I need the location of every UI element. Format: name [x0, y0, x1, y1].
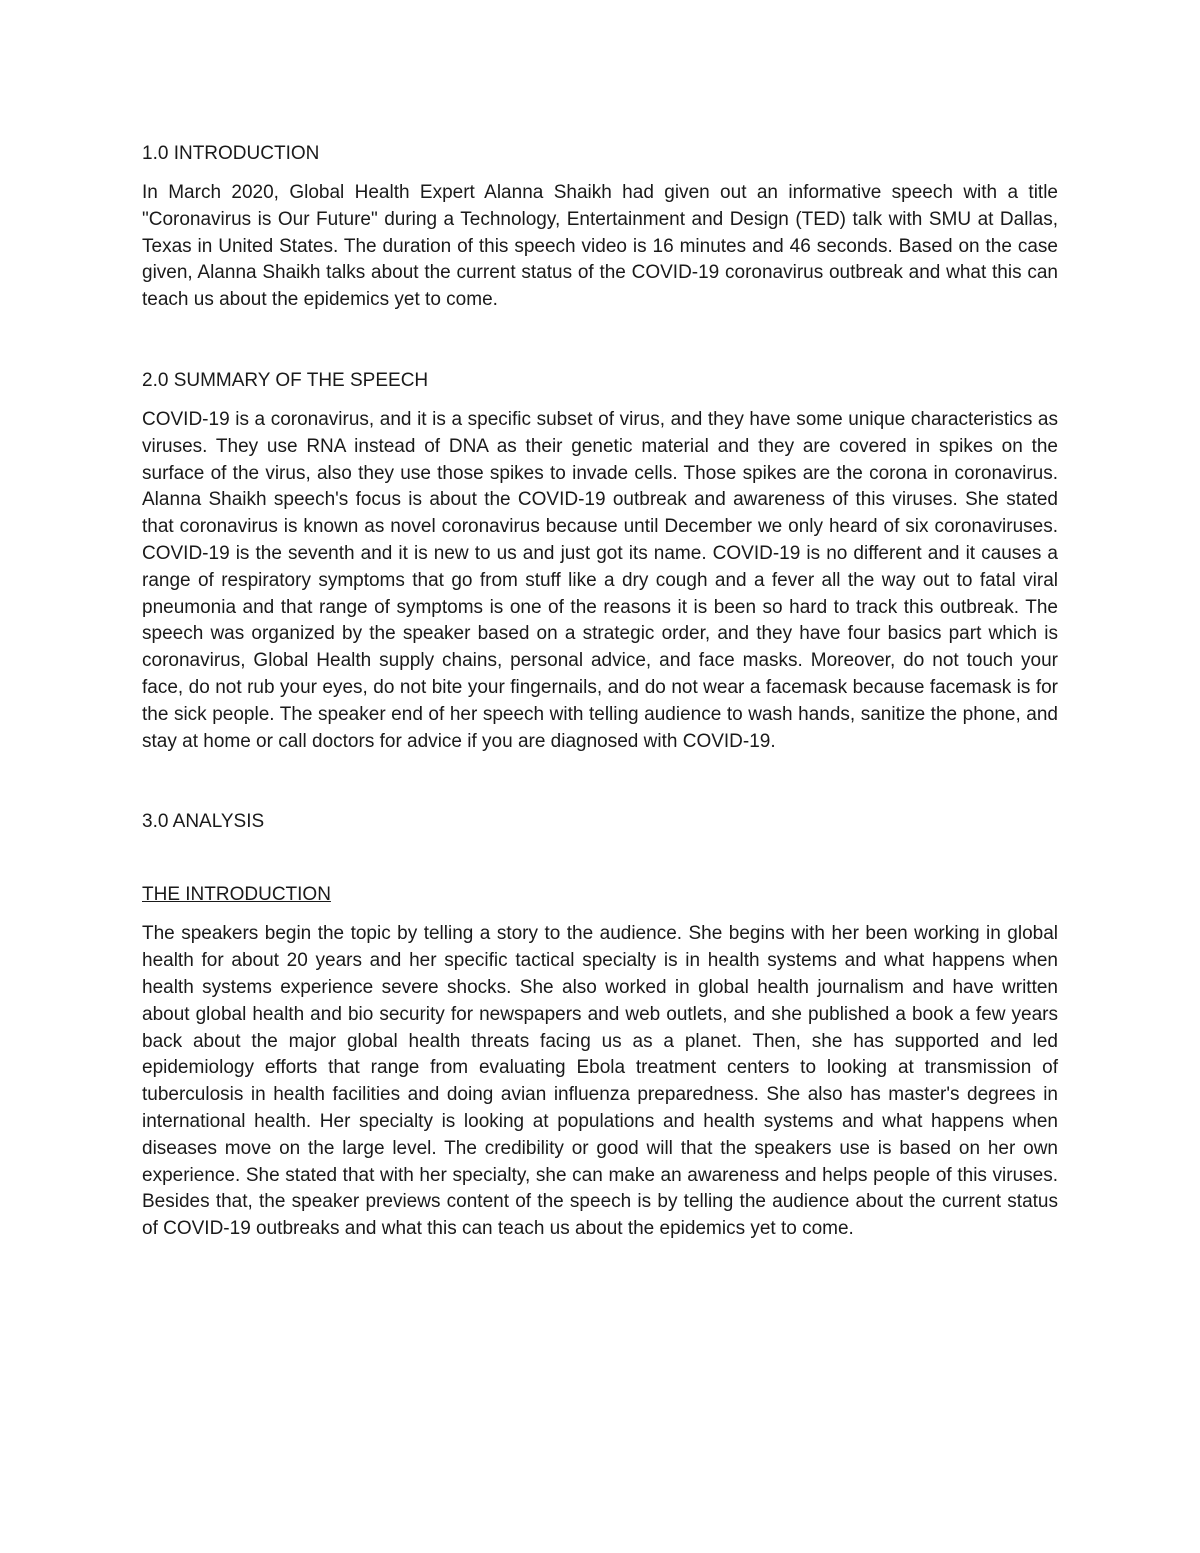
- document-page: [142, 140, 1058, 1243]
- section-body-introduction: In March 2020, Global Health Expert Alanna Shaikh had given out an informative speech with a title "Coronavirus is Our Future" during a Technology, Entertainment and Design (TED) talk with SMU at Dallas, Texas in United States. The duration of this speech video is 16 minutes and 46 seconds. Based on the case given, Alanna Shaikh talks about the current status of the COVID-19 coronavirus outbreak and what this can teach us about the epidemics yet to come.: [142, 182, 1058, 311]
- section-heading-summary: 2.0 SUMMARY OF THE SPEECH: [142, 369, 429, 391]
- subsection-heading-the-introduction: THE INTRODUCTION: [142, 884, 331, 906]
- section-heading-introduction: 1.0 INTRODUCTION: [142, 143, 320, 164]
- subsection-body-the-introduction: The speakers begin the topic by telling a story to the audience. She begins with her been working in global health for about 20 years and her specific tactical specialty is in health systems and what happens when health systems experience severe shocks. She also worked in global health journalism and have written about global health and bio security for newspapers and web outlets, and she published a book a few years back about the major global health threats facing us as a planet. Then, she has supported and led epidemiology efforts that range from evaluating Ebola treatment centers to looking at transmission of tuberculosis in health facilities and doing avian influenza preparedness. She also has master's degrees in international health. Her specialty is looking at populations and health systems and what happens when diseases move on the large level. The credibility or good will that the speakers use is based on her own experience. She stated that with her specialty, she can make an awareness and helps people of this viruses. Besides that, the speaker previews content of the speech is by telling the audience about the current status of COVID-19 outbreaks and what this can teach us about the epidemics yet to come.: [142, 923, 1058, 1240]
- section-heading-analysis: 3.0 ANALYSIS: [142, 811, 265, 833]
- section-body-summary: COVID-19 is a coronavirus, and it is a specific subset of virus, and they have some unique characteristics as viruses. They use RNA instead of DNA as their genetic material and they are covered in spikes on the surface of the virus, also they use those spikes to invade cells. Those spikes are the corona in coronavirus. Alanna Shaikh speech's focus is about the COVID-19 outbreak and awareness of this viruses. She stated that coronavirus is known as novel coronavirus because until December we only heard of six coronaviruses. COVID-19 is the seventh and it is new to us and just got its name. COVID-19 is no different and it causes a range of respiratory symptoms that go from stuff like a dry cough and a fever all the way out to fatal viral pneumonia and that range of symptoms is one of the reasons it is been so hard to track this outbreak. The speech was organized by the speaker based on a strategic order, and they have four basics part which is coronavirus, Global Health supply chains, personal advice, and face masks. Moreover, do not touch your face, do not rub your eyes, do not bite your fingernails, and do not wear a facemask because facemask is for the sick people. The speaker end of her speech with telling audience to wash hands, sanitize the phone, and stay at home or call doctors for advice if you are diagnosed with COVID-19.: [142, 408, 1058, 752]
